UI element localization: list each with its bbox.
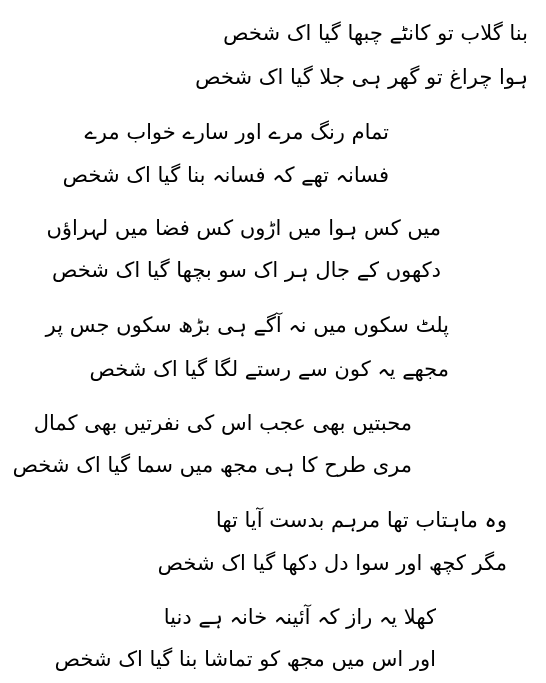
poem-line: میں کس ہوا میں اڑوں کس فضا میں لہراؤں bbox=[46, 216, 441, 240]
poem-line: فسانہ تھے کہ فسانہ بنا گیا اک شخص bbox=[62, 163, 389, 187]
poem-line: بنا گلاب تو کانٹے چبھا گیا اک شخص bbox=[223, 21, 528, 45]
poem-line: مگر کچھ اور سوا دل دکھا گیا اک شخص bbox=[157, 551, 507, 575]
poem-line: اور اس میں مجھ کو تماشا بنا گیا اک شخص bbox=[54, 647, 436, 671]
poem-line: دکھوں کے جال ہر اک سو بچھا گیا اک شخص bbox=[51, 258, 441, 282]
poem-line: ہوا چراغ تو گھر ہی جلا گیا اک شخص bbox=[195, 65, 528, 89]
poem-line: محبتیں بھی عجب اس کی نفرتیں بھی کمال bbox=[33, 411, 412, 435]
poem-line: کھلا یہ راز کہ آئینہ خانہ ہے دنیا bbox=[163, 605, 436, 629]
poem-line: پلٹ سکوں میں نہ آگے ہی بڑھ سکوں جس پر bbox=[45, 313, 449, 337]
poem-line: تمام رنگ مرے اور سارے خواب مرے bbox=[84, 120, 389, 144]
poem-line: مجھے یہ کون سے رستے لگا گیا اک شخص bbox=[89, 357, 449, 381]
poem-line: وہ ماہتاب تھا مرہم بدست آیا تھا bbox=[215, 508, 507, 532]
poem-line: مری طرح کا ہی مجھ میں سما گیا اک شخص bbox=[12, 453, 412, 477]
